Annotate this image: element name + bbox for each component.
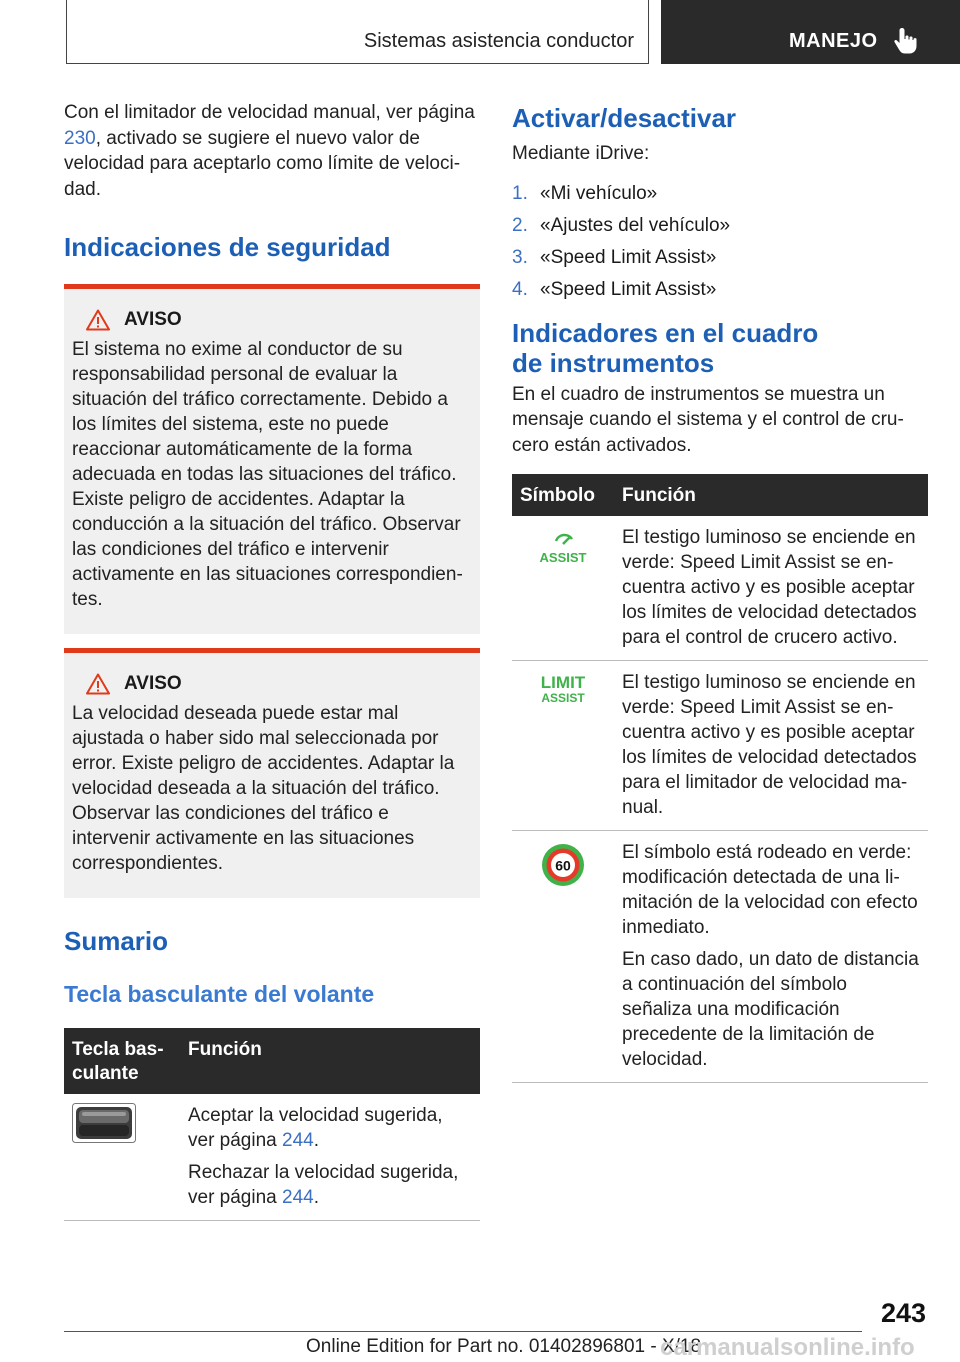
- assist-gauge-icon: [537, 525, 589, 571]
- table-row: [512, 831, 928, 1083]
- table-row: Aceptar la velocidad sugerida, ver página 244. Rechazar la velocidad sugerida, ver página 244.: [64, 1094, 480, 1221]
- list-item: 3. «Speed Limit Assist»: [512, 246, 717, 268]
- warning-box-1: [64, 284, 480, 634]
- indicator-description: El símbolo está rodeado en verde: modificación detectada de una limitación de la velocidad con efecto inmediato.: [622, 842, 918, 938]
- footer-edition: Online Edition for Part no. 01402896801 - X/18: [306, 1336, 702, 1357]
- list-item: 2. «Ajustes del vehículo»: [512, 214, 731, 236]
- speed-sign-label: 60: [555, 857, 571, 874]
- header-chapter-tab: [661, 0, 960, 64]
- limit-assist-icon: [537, 670, 589, 710]
- warning-box-2: [64, 648, 480, 898]
- indicator-description: El testigo luminoso se enciende en verde: Speed Limit Assist se encuentra activo y es posible aceptar los límites de velocidad detectados para el limitador de velocidad manual.: [614, 661, 928, 831]
- page-ref-link[interactable]: 244: [282, 1130, 314, 1151]
- header-section-box: [66, 0, 649, 64]
- activate-lead: Mediante iDrive:: [512, 143, 650, 164]
- header-section-title: Sistemas asistencia conductor: [363, 30, 634, 52]
- page-number: 243: [880, 1298, 926, 1328]
- indicators-lead: En el cuadro de instrumentos se muestra un mensaje cuando el sistema y el control de crucero están activados.: [512, 383, 904, 456]
- rocker-switch-table: [64, 1028, 480, 1221]
- table-header-col2: Función: [180, 1028, 480, 1094]
- warning-text: La velocidad deseada puede estar mal ajustada o haber sido mal seleccionada por error. Existe peligro de accidentes. Adaptar la velocidad deseada a la situación del tráfico. Observar las condiciones del tráfico e intervenir activamente en las situaciones correspondientes.: [72, 703, 455, 874]
- safety-heading: Indicaciones de seguridad: [64, 232, 391, 262]
- warning-triangle-icon: [86, 309, 110, 331]
- hand-pointer-icon: [893, 27, 919, 55]
- limit-icon-label: LIMIT: [540, 673, 586, 692]
- watermark: carmanualsonline.info: [660, 1334, 915, 1361]
- intro-paragraph: Con el limitador de velocidad manual, ver página 230, activado se sugiere el nuevo valor de velocidad para aceptarlo como límite de velocidad.: [64, 102, 475, 200]
- table-row: [512, 661, 928, 831]
- assist-icon-label: ASSIST: [539, 550, 587, 565]
- warning-label: AVISO: [124, 673, 182, 694]
- left-column: [64, 100, 480, 1221]
- list-item: 4. «Speed Limit Assist»: [512, 278, 717, 300]
- table-header-col2: Función: [614, 474, 928, 516]
- activate-heading: Activar/desactivar: [512, 103, 737, 133]
- right-column: [512, 100, 928, 1083]
- warning-triangle-icon: [86, 673, 110, 695]
- rocker-switch-icon: [72, 1103, 136, 1143]
- header-chapter-title: MANEJO: [789, 30, 878, 52]
- indicators-table: [512, 474, 928, 1083]
- warning-text: El sistema no exime al conductor de su responsabilidad personal de evaluar la situación del tráfico correctamente. Debido a los límites del sistema, este no puede reaccionar automáticamente de la forma adecuada en todas las situaciones del tráfico. Existe peligro de accidentes. Adaptar la conducción a la situación del tráfico. Observar las condiciones del tráfico e intervenir activamente en las situaciones correspondientes.: [72, 339, 463, 610]
- table-row: [512, 516, 928, 661]
- indicators-heading: Indicadores en el cuadro de instrumentos: [512, 317, 819, 378]
- footer-divider: [64, 1331, 862, 1332]
- list-item: 1. «Mi vehículo»: [512, 182, 658, 204]
- speed-limit-sign-icon: [537, 840, 589, 890]
- page-ref-link[interactable]: 230: [64, 127, 96, 149]
- table-header-col1: Símbolo: [512, 474, 614, 516]
- idrive-steps: [512, 181, 928, 302]
- page-ref-link[interactable]: 244: [282, 1187, 314, 1208]
- assist-icon-label: ASSIST: [541, 691, 585, 705]
- summary-heading: Sumario: [64, 926, 169, 956]
- summary-subheading: Tecla basculante del volante: [64, 981, 375, 1007]
- warning-label: AVISO: [124, 309, 182, 330]
- table-header-col1: Tecla basculante: [64, 1028, 180, 1094]
- indicator-description: El testigo luminoso se enciende en verde: Speed Limit Assist se encuentra activo y es posible aceptar los límites de velocidad detectados para el control de crucero activo.: [614, 516, 928, 661]
- indicator-description-extra: En caso dado, un dato de distancia a continuación del símbolo señaliza una modificación precedente de la limitación de velocidad.: [622, 949, 919, 1070]
